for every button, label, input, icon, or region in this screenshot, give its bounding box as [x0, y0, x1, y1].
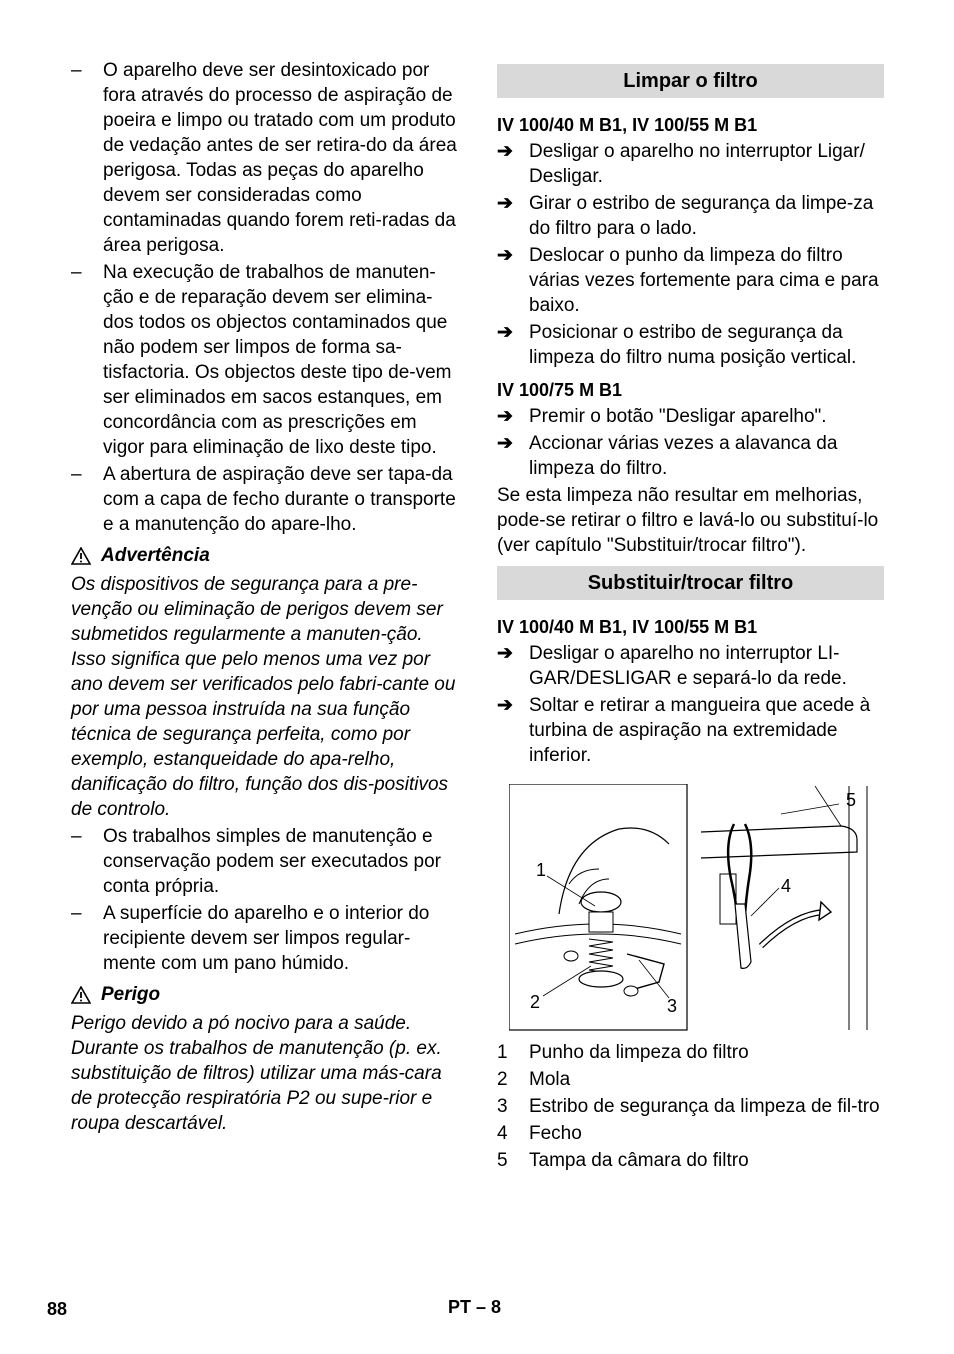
step-item — [497, 191, 884, 241]
danger-text: Perigo devido a pó nocivo para a saúde. Durante os trabalhos de manutenção (p. ex. substituição de filtros) utilizar uma más-cara de protecção respiratória P2 ou supe-rior e roupa descartável. — [71, 1013, 442, 1134]
step-text: Soltar e retirar a mangueira que acede à turbina de aspiração na extremidade inferior. — [529, 695, 871, 766]
paragraph: Se esta limpeza não resultar em melhorias, pode-se retirar o filtro e lavá-lo ou substituí-lo (ver capítulo "Substituir/trocar filtro"). — [497, 485, 879, 556]
step-item — [497, 431, 884, 481]
step-text: Accionar várias vezes a alavanca da limpeza do filtro. — [529, 433, 838, 479]
callout-2: 2 — [530, 992, 541, 1012]
section-heading-limpar: Limpar o filtro — [497, 64, 884, 98]
legend-number: 5 — [497, 1150, 508, 1171]
legend-item — [497, 1067, 884, 1092]
left-column — [71, 58, 461, 1136]
step-text: Desligar o aparelho no interruptor Ligar/ Desligar. — [529, 141, 865, 187]
filter-illustration — [509, 784, 869, 1032]
dash-marker: – — [71, 262, 82, 283]
section-heading-substituir: Substituir/trocar filtro — [497, 566, 884, 600]
legend-text: Mola — [529, 1069, 571, 1090]
legend-text: Punho da limpeza do filtro — [529, 1042, 749, 1063]
step-text: Posicionar o estribo de segurança da limpeza do filtro numa posição vertical. — [529, 322, 857, 368]
list-item — [71, 462, 461, 537]
warning-title: Advertência — [101, 545, 210, 566]
step-text: Premir o botão "Desligar aparelho". — [529, 406, 827, 427]
step-item — [497, 320, 884, 370]
list-item — [71, 260, 461, 460]
arrow-icon: ➔ — [497, 643, 513, 664]
legend-number: 2 — [497, 1069, 508, 1090]
model-subheading: IV 100/75 M B1 — [497, 380, 623, 400]
legend-text: Tampa da câmara do filtro — [529, 1150, 749, 1171]
list-item — [71, 58, 461, 258]
danger-title: Perigo — [101, 984, 161, 1005]
dash-marker: – — [71, 903, 82, 924]
arrow-icon: ➔ — [497, 141, 513, 162]
step-item — [497, 243, 884, 318]
legend-text: Estribo de segurança da limpeza de fil-tro — [529, 1096, 880, 1117]
list-item — [71, 824, 461, 899]
callout-5: 5 — [846, 790, 857, 810]
filter-figure — [509, 784, 869, 1032]
warning-heading — [71, 543, 461, 568]
dash-marker: – — [71, 826, 82, 847]
arrow-icon: ➔ — [497, 695, 513, 716]
legend-text: Fecho — [529, 1123, 582, 1144]
warning-text: Os dispositivos de segurança para a pre-venção ou eliminação de perigos devem ser submetidos regularmente a manuten-ção. Isso significa que pelo menos uma vez por ano devem ser verificados pelo fabri-cante ou por uma pessoa instruída na sua função técnica de segurança perfeita, como por exemplo, estanqueidade do apa-relho, danificação do filtro, função dos dis-positivos de controlo. — [71, 574, 456, 820]
legend-number: 1 — [497, 1042, 508, 1063]
arrow-icon: ➔ — [497, 406, 513, 427]
step-item — [497, 139, 884, 189]
callout-4: 4 — [781, 876, 792, 896]
page-number: 88 — [47, 1299, 68, 1319]
arrow-icon: ➔ — [497, 322, 513, 343]
list-item-text: Na execução de trabalhos de manuten-ção e de reparação devem ser elimina-dos todos os objectos contaminados que não podem ser limpos de forma sa-tisfactoria. Os objectos deste tipo de-vem ser eliminados em sacos estanques, em concordância com as prescrições em vigor para eliminação de lixo deste tipo. — [103, 262, 452, 458]
warning-triangle-icon — [71, 986, 91, 1004]
legend-item — [497, 1040, 884, 1065]
model-subheading: IV 100/40 M B1, IV 100/55 M B1 — [497, 115, 758, 135]
step-text: Deslocar o punho da limpeza do filtro várias vezes fortemente para cima e para baixo. — [529, 245, 879, 316]
warning-triangle-icon — [71, 547, 91, 565]
model-subheading: IV 100/40 M B1, IV 100/55 M B1 — [497, 617, 758, 637]
step-text: Desligar o aparelho no interruptor LI-GAR/DESLIGAR e separá-lo da rede. — [529, 643, 847, 689]
right-column — [497, 64, 884, 1175]
step-item — [497, 404, 884, 429]
arrow-icon: ➔ — [497, 193, 513, 214]
dash-marker: – — [71, 60, 82, 81]
dash-marker: – — [71, 464, 82, 485]
legend-item — [497, 1121, 884, 1146]
legend-item — [497, 1094, 884, 1119]
arrow-icon: ➔ — [497, 245, 513, 266]
legend-item — [497, 1148, 884, 1173]
danger-heading — [71, 982, 461, 1007]
step-item — [497, 641, 884, 691]
list-item — [71, 901, 461, 976]
callout-1: 1 — [536, 860, 547, 880]
legend-number: 4 — [497, 1123, 508, 1144]
list-item-text: Os trabalhos simples de manutenção e conservação podem ser executados por conta própria. — [103, 826, 441, 897]
legend-number: 3 — [497, 1096, 508, 1117]
language-page-label: PT – 8 — [448, 1297, 502, 1317]
step-item — [497, 693, 884, 768]
step-text: Girar o estribo de segurança da limpe-za do filtro para o lado. — [529, 193, 874, 239]
callout-3: 3 — [667, 996, 678, 1016]
list-item-text: A abertura de aspiração deve ser tapa-da com a capa de fecho durante o transporte e a manutenção do apare-lho. — [103, 464, 456, 535]
list-item-text: O aparelho deve ser desintoxicado por fora através do processo de aspiração de poeira e limpo ou tratado com um produto de vedação antes de ser retira-do da área perigosa. Todas as peças do aparelho devem ser consideradas como contaminadas quando forem reti-radas da área perigosa. — [103, 60, 457, 256]
list-item-text: A superfície do aparelho e o interior do recipiente devem ser limpos regular-mente com um pano húmido. — [103, 903, 430, 974]
arrow-icon: ➔ — [497, 433, 513, 454]
